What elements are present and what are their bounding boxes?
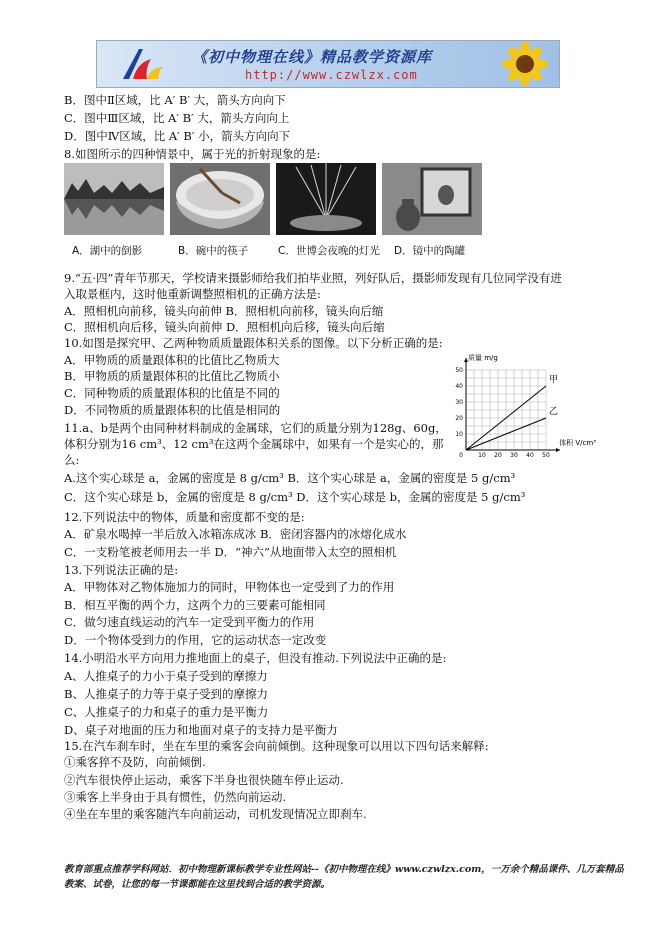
sunflower-icon (495, 42, 555, 86)
graph-grid (466, 370, 546, 450)
text-line: ③乘客上半身由于具有惯性，仍然向前运动. (64, 790, 287, 804)
text-line: D．一个物体受到力的作用，它的运动状态一定改变 (64, 633, 327, 647)
text-line: 11.a、b是两个由同种材料制成的金属球，它们的质量分别为128g、60g， (64, 421, 447, 435)
text-line: B、人推桌子的力等于桌子受到的摩擦力 (64, 687, 268, 701)
option-c-line: C．图中Ⅲ区域，比 A′ B′ 大，箭头方向向上 (64, 111, 290, 125)
text-line: C．照相机向后移，镜头向前伸 D．照相机向后移，镜头向后缩 (64, 320, 385, 334)
site-logo-icon (117, 45, 167, 83)
text-line: D、桌子对地面的压力和地面对桌子的支持力是平衡力 (64, 723, 338, 737)
lake-reflection-photo (64, 163, 164, 235)
origin-label: 0 (459, 452, 463, 459)
text-line: C．同种物质的质量跟体积的比值是不同的 (64, 386, 280, 400)
option-d-line: D．图中Ⅳ区域，比 A′ B′ 小，箭头方向向下 (64, 129, 291, 143)
text-line: C、人推桌子的力和桌子的重力是平衡力 (64, 705, 269, 719)
text-line: D．不同物质的质量跟体积的比值是相同的 (64, 403, 281, 417)
text-line: A．甲物质的质量跟体积的比值比乙物质大 (64, 353, 280, 367)
text-line: C．一支粉笔被老师用去一半 D．“神六”从地面带入太空的照相机 (64, 545, 397, 559)
x-tick-label: 50 (542, 452, 550, 459)
y-tick-label: 30 (455, 399, 463, 406)
bowl-chopsticks-photo (170, 163, 270, 235)
caption-d: D．镜中的陶罐 (394, 245, 466, 257)
text-line: A、人推桌子的力小于桌子受到的摩擦力 (64, 669, 268, 683)
text-line: B．相互平衡的两个力，这两个力的三要素可能相同 (64, 598, 326, 612)
text-line: A．照相机向前移，镜头向前伸 B．照相机向前移，镜头向后缩 (64, 304, 384, 318)
option-b-line: B．图中Ⅱ区域，比 A′ B′ 大，箭头方向向下 (64, 93, 286, 107)
q8-photo-strip (64, 163, 482, 261)
text-line: 体积分别为16 cm³、12 cm³在这两个金属球中，如果有一个是实心的，那 (64, 437, 444, 451)
x-tick-label: 40 (526, 452, 534, 459)
caption-c: C．世博会夜晚的灯光 (278, 245, 380, 257)
x-tick-label: 30 (510, 452, 518, 459)
mass-volume-graph (446, 350, 596, 462)
graph-axes (455, 353, 596, 459)
text-line: ④坐在车里的乘客随汽车向前运动，司机发现情况立即刹车. (64, 807, 367, 821)
header-banner (96, 40, 560, 88)
y-axis-label: 质量 m/g (468, 354, 498, 362)
text-line: C．这个实心球是 b，金属的密度是 8 g/cm³ D．这个实心球是 b，金属的密度是 5 g/cm³ (64, 490, 526, 504)
text-line: C．做匀速直线运动的汽车一定受到平衡力的作用 (64, 615, 315, 629)
text-line: ②汽车很快停止运动，乘客下半身也很快随车停止运动. (64, 773, 344, 787)
y-tick-label: 40 (455, 383, 463, 390)
question-8: 8.如图所示的四种情景中，属于光的折射现象的是: (64, 147, 321, 161)
text-line: 13.下列说法正确的是: (64, 563, 179, 577)
banner-title: 《初中物理在线》精品教学资源库 (192, 48, 433, 66)
x-axis-arrow-icon (556, 448, 560, 452)
mirror-pot-photo (382, 163, 482, 235)
text-line: 9.“五·四”青年节那天，学校请来摄影师给我们拍毕业照，列好队后，摄影师发现有几位同学没有进 (64, 271, 562, 285)
text-line: A.这个实心球是 a，金属的密度是 8 g/cm³ B．这个实心球是 a，金属的密度是 5 g/cm³ (64, 471, 516, 485)
text-line: 么: (64, 453, 80, 467)
series-label-1: 甲 (549, 375, 559, 385)
x-tick-label: 20 (494, 452, 502, 459)
text-line: 12.下列说法中的物体，质量和密度都不变的是: (64, 510, 305, 524)
banner-url: http://www.czwlzx.com (245, 68, 418, 82)
caption-b: B．碗中的筷子 (178, 245, 249, 257)
footer-note: 教育部重点推荐学科网站．初中物理新课标教学专业性网站--《初中物理在线》www.czwlzx.com，一万余个精品课件、几万套精品教案、试卷，让您的每一节课都能在这里找到合适的教学资源。 (64, 864, 624, 890)
graph-marks (466, 374, 558, 450)
text-line: B．甲物质的质量跟体积的比值比乙物质小 (64, 369, 280, 383)
expo-night-lights-photo (276, 163, 376, 235)
text-line: 入取景框内，这时他重新调整照相机的正确方法是: (64, 287, 321, 301)
text-line: 10.如图是探究甲、乙两种物质质量跟体积关系的图像。以下分析正确的是: (64, 336, 443, 350)
text-line: ①乘客猝不及防，向前倾倒. (64, 755, 206, 769)
y-tick-label: 10 (455, 431, 463, 438)
x-axis-label: 体积 V/cm³ (559, 439, 596, 447)
text-line: 14.小明沿水平方向用力推地面上的桌子，但没有推动.下列说法中正确的是: (64, 651, 447, 665)
caption-a: A．湖中的倒影 (72, 245, 143, 257)
text-line: A．矿泉水喝掉一半后放入冰箱冻成冰 B．密闭容器内的冰熔化成水 (64, 527, 407, 541)
text-line: A．甲物体对乙物体施加力的同时，甲物体也一定受到了力的作用 (64, 580, 395, 594)
series-label-2: 乙 (549, 407, 559, 417)
text-line: 15.在汽车刹车时，坐在车里的乘客会向前倾倒。这种现象可以用以下四句话来解释: (64, 739, 489, 753)
y-tick-label: 20 (455, 415, 463, 422)
x-tick-label: 10 (478, 452, 486, 459)
y-tick-label: 50 (455, 367, 463, 374)
